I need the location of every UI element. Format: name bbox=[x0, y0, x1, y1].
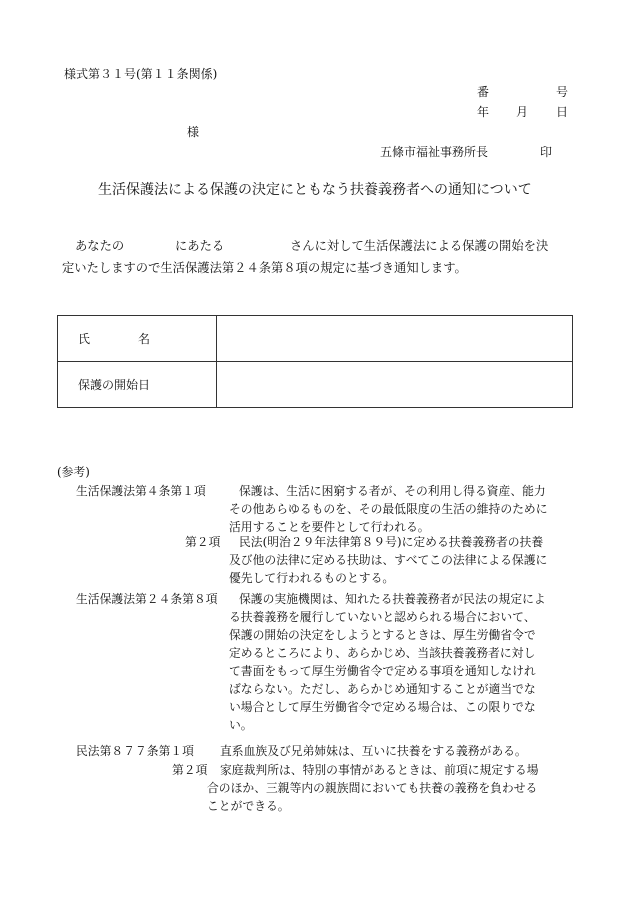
name-label: 氏 名 bbox=[58, 316, 217, 362]
name-value-cell[interactable] bbox=[217, 316, 573, 362]
issuer-name: 五條市福祉事務所長 bbox=[380, 145, 489, 159]
body-line2: 定いたしますので生活保護法第２４条第８項の規定に基づき通知します。 bbox=[62, 261, 467, 275]
article24-line: 保護の実施機関は、知れたる扶養義務者が民法の規定によ bbox=[239, 592, 546, 606]
article24-line: い。 bbox=[229, 718, 253, 732]
article4-line: 活用することを要件として行われる。 bbox=[229, 520, 430, 534]
civil877-p2-label: 第２項 bbox=[172, 763, 208, 777]
date-label-month: 月 bbox=[516, 105, 529, 119]
civil877-p2-line: 家庭裁判所は、特別の事情があるときは、前項に規定する場 bbox=[220, 763, 539, 777]
article24-line: 保護の開始の決定をしようとするときは、厚生労働省令で bbox=[229, 628, 536, 642]
date-label-day: 日 bbox=[556, 105, 569, 119]
addressee-honorific: 様 bbox=[187, 125, 200, 139]
name-row bbox=[58, 316, 573, 362]
reference-heading: (参考) bbox=[57, 465, 90, 479]
body-line1-c: さんに対して生活保護法による保護の開始を決 bbox=[290, 239, 549, 253]
article24-line: て書面をもって厚生労働省令で定める事項を通知しなけれ bbox=[229, 664, 536, 678]
article24-label: 生活保護法第２４条第８項 bbox=[76, 592, 218, 606]
body-line1-a: あなたの bbox=[75, 239, 125, 253]
article24-line: い場合として厚生労働省令で定める場合は、この限りでな bbox=[229, 700, 536, 714]
article24-line: る扶養義務を履行していないと認められる場合において、 bbox=[229, 610, 536, 624]
form-number: 様式第３１号(第１１条関係) bbox=[64, 67, 218, 81]
start-date-label: 保護の開始日 bbox=[58, 362, 217, 408]
date-label-year: 年 bbox=[477, 105, 490, 119]
civil877-text: 直系血族及び兄弟姉妹は、互いに扶養をする義務がある。 bbox=[220, 744, 527, 758]
article24-line: 定めるところにより、あらかじめ、当該扶養義務者に対し bbox=[229, 646, 536, 660]
start-date-value-cell[interactable] bbox=[217, 362, 573, 408]
civil877-p2-line: 合のほか、三親等内の親族間においても扶養の義務を負わせる bbox=[207, 781, 538, 795]
seal-mark: 印 bbox=[540, 145, 553, 159]
document-title: 生活保護法による保護の決定にともなう扶養義務者への通知について bbox=[98, 182, 532, 198]
number-label-go: 号 bbox=[556, 85, 569, 99]
article4-p2-line: 及び他の法律に定める扶助は、すべてこの法律による保護に bbox=[229, 553, 548, 567]
article24-line: ばならない。ただし、あらかじめ通知することが適当でな bbox=[229, 682, 536, 696]
civil877-label: 民法第８７７条第１項 bbox=[76, 744, 194, 758]
number-label-ban: 番 bbox=[477, 85, 490, 99]
civil877-p2-line: ことができる。 bbox=[207, 799, 290, 813]
start-date-row bbox=[58, 362, 573, 408]
article4-p2-line: 優先して行われるものとする。 bbox=[229, 571, 395, 585]
article4-line: その他あらゆるものを、その最低限度の生活の維持のために bbox=[229, 502, 548, 516]
article4-line: 保護は、生活に困窮する者が、その利用し得る資産、能力 bbox=[239, 484, 546, 498]
body-line1-b: にあたる bbox=[175, 239, 225, 253]
info-table bbox=[57, 315, 573, 408]
article4-p2-label: 第２項 bbox=[185, 535, 221, 549]
article4-p2-line: 民法(明治２９年法律第８９号)に定める扶養義務者の扶養 bbox=[239, 535, 544, 549]
article4-label: 生活保護法第４条第１項 bbox=[76, 484, 206, 498]
